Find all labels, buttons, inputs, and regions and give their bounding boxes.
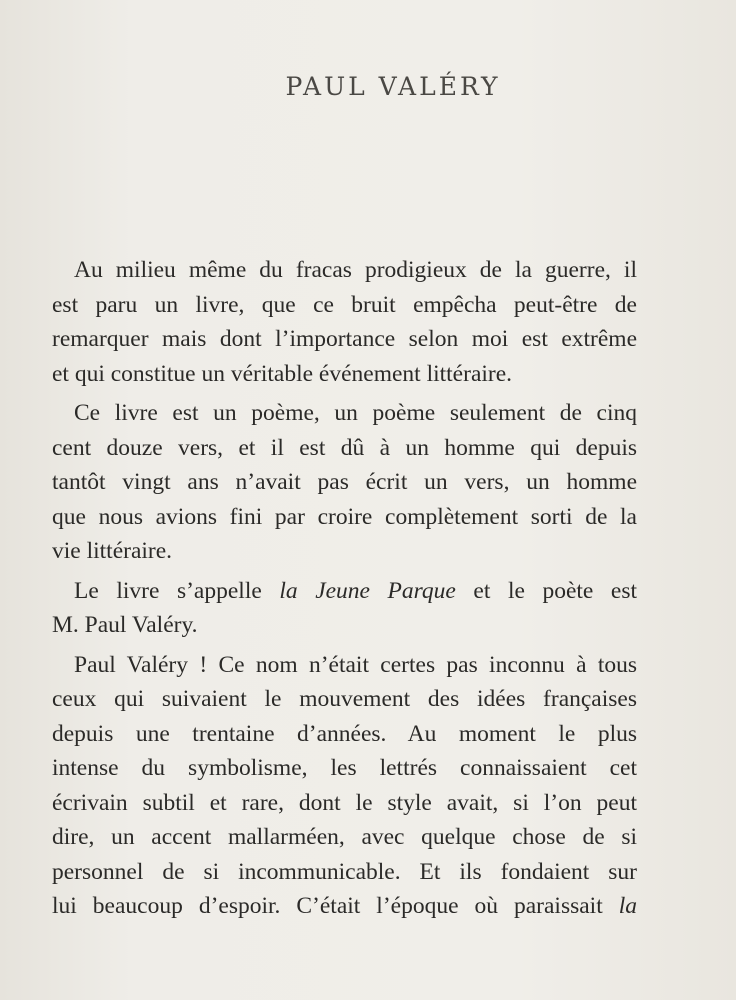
text-line: Paul Valéry ! Ce nom n’était certes pas inconnu à tous <box>74 651 637 678</box>
text-line: que nous avions fini par croire complètement sorti de la <box>52 503 637 530</box>
text-segment: Le livre s’appelle <box>74 577 262 604</box>
text-segment: lui beaucoup d’espoir. C’était l’époque où paraissait <box>52 893 603 919</box>
text-line: cent douze vers, et il est dû à un homme qui depuis <box>52 434 637 461</box>
text-segment: et le poète est <box>473 577 638 604</box>
text-line: et qui constitue un véritable événement littéraire. <box>52 360 513 387</box>
body-text <box>52 253 637 924</box>
text-line: remarquer mais dont l’importance selon moi est extrême <box>52 326 637 352</box>
text-line: Au milieu même du fracas prodigieux de la guerre, il <box>74 257 637 283</box>
book-title-italic: la Jeune Parque <box>279 577 456 604</box>
text-line: tantôt vingt ans n’avait pas écrit un vers, un homme <box>52 469 637 495</box>
text-line: intense du symbolisme, les lettrés connaissaient cet <box>52 755 637 781</box>
text-line: ceux qui suivaient le mouvement des idées françaises <box>52 686 637 712</box>
text-line <box>52 574 637 609</box>
text-line: est paru un livre, que ce bruit empêcha peut-être de <box>52 291 637 318</box>
text-line: M. Paul Valéry. <box>52 612 198 638</box>
text-line <box>52 889 637 924</box>
text-line: personnel de si incommunicable. Et ils fondaient sur <box>52 858 637 885</box>
page-title: PAUL VALÉRY <box>285 72 501 101</box>
text-line: écrivain subtil et rare, dont le style avait, si l’on peut <box>52 789 637 816</box>
text-line: Ce livre est un poème, un poème seulement de cinq <box>74 400 637 426</box>
text-line: dire, un accent mallarméen, avec quelque chose de si <box>52 824 637 850</box>
italic-fragment: la <box>618 893 638 919</box>
text-line: vie littéraire. <box>52 538 173 564</box>
text-line: depuis une trentaine d’années. Au moment le plus <box>52 720 637 747</box>
